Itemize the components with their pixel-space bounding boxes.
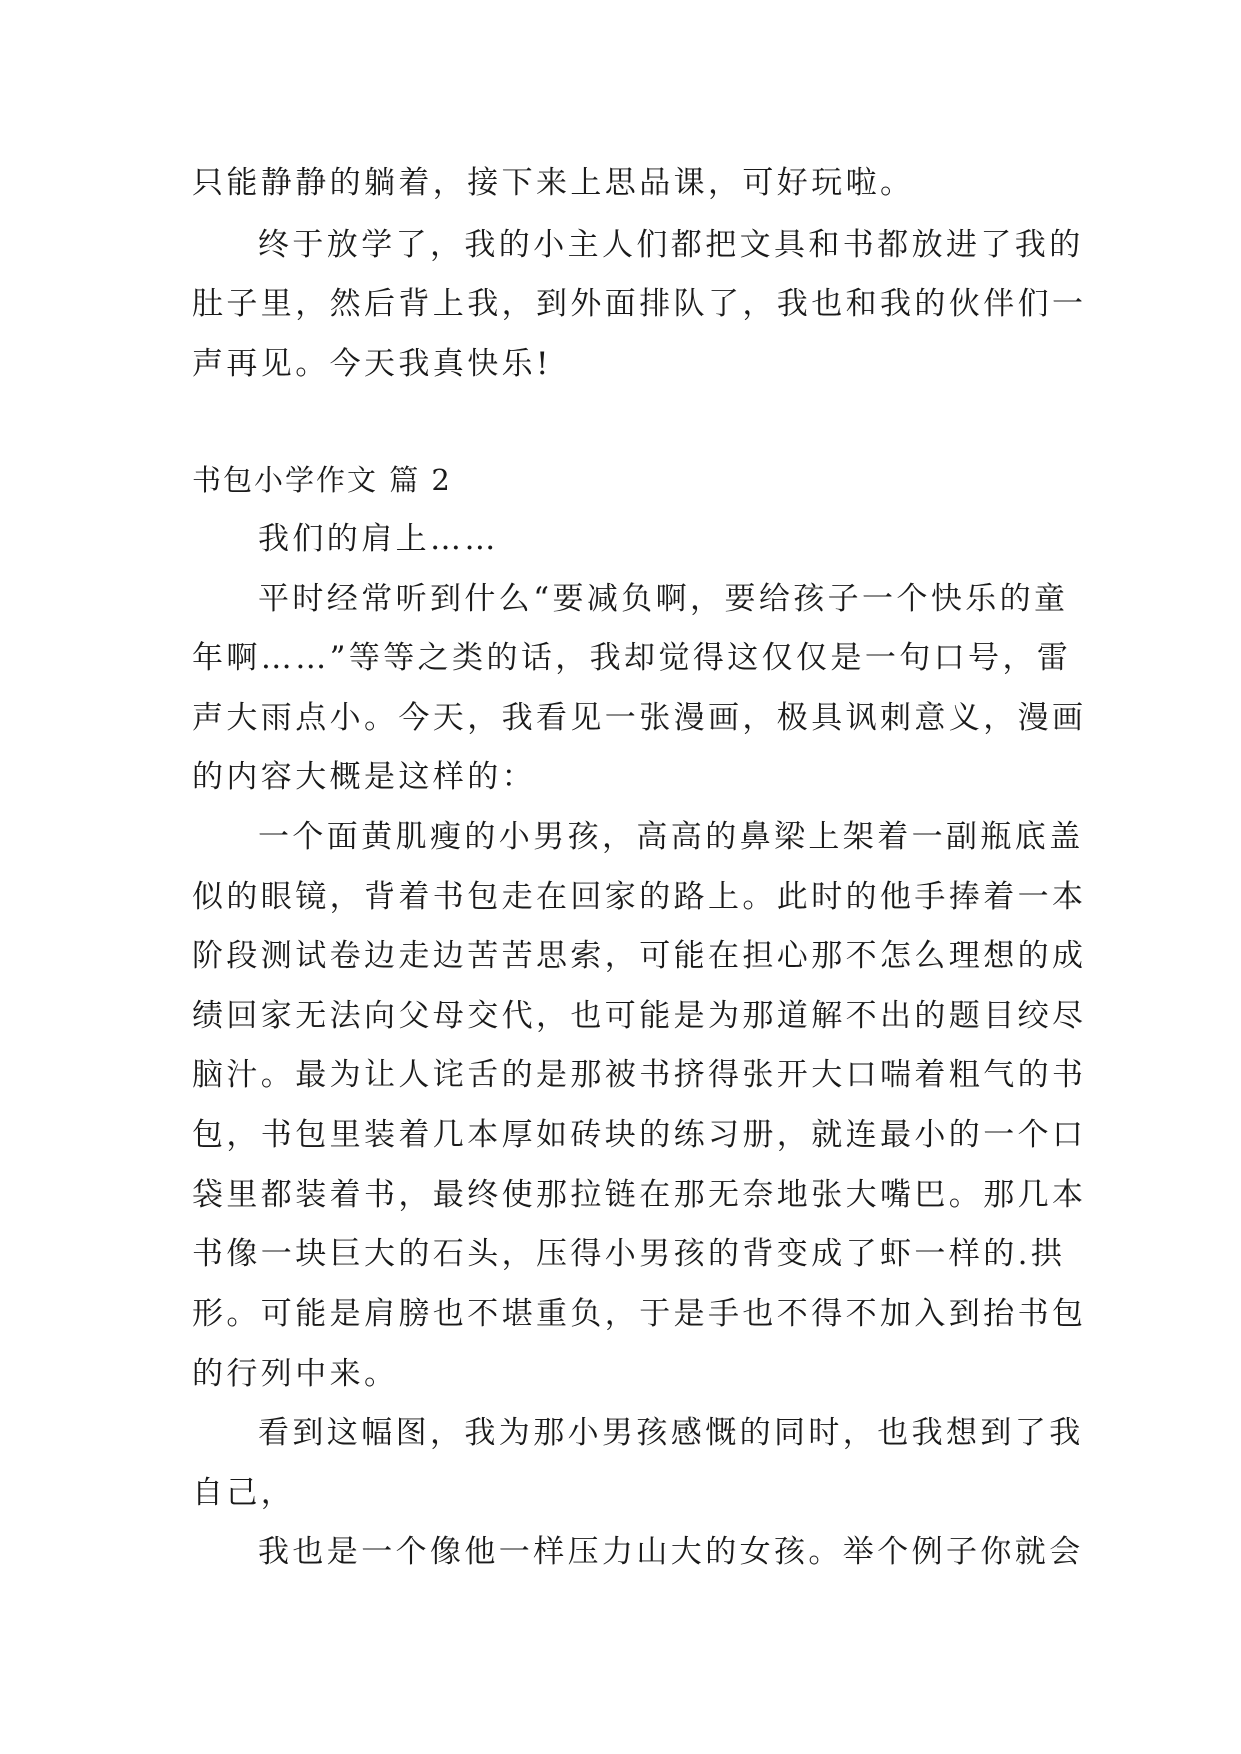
paragraph-line: 袋里都装着书，最终使那拉链在那无奈地张大嘴巴。那几本 xyxy=(192,1177,1087,1213)
paragraph-line: 平时经常听到什么“要减负啊，要给孩子一个快乐的童 xyxy=(258,581,1069,617)
paragraph-line: 绩回家无法向父母交代，也可能是为那道解不出的题目绞尽 xyxy=(192,998,1087,1034)
paragraph-line: 年啊……”等等之类的话，我却觉得这仅仅是一句口号，雷 xyxy=(192,640,1072,676)
paragraph-line: 声大雨点小。今天，我看见一张漫画，极具讽刺意义，漫画 xyxy=(192,700,1087,736)
paragraph-line: 的行列中来。 xyxy=(192,1356,399,1392)
paragraph-line: 我也是一个像他一样压力山大的女孩。举个例子你就会 xyxy=(258,1534,1084,1570)
paragraph-line: 一个面黄肌瘦的小男孩，高高的鼻梁上架着一副瓶底盖 xyxy=(258,819,1084,855)
section-heading: 书包小学作文 篇 2 xyxy=(192,463,452,497)
paragraph-line: 脑汁。最为让人诧舌的是那被书挤得张开大口喘着粗气的书 xyxy=(192,1057,1087,1093)
paragraph-line: 看到这幅图，我为那小男孩感慨的同时，也我想到了我 xyxy=(258,1415,1084,1451)
paragraph-line: 形。可能是肩膀也不堪重负，于是手也不得不加入到抬书包 xyxy=(192,1296,1087,1332)
paragraph-line: 的内容大概是这样的： xyxy=(192,759,536,795)
paragraph-line: 声再见。今天我真快乐! xyxy=(192,346,552,382)
paragraph-line: 书像一块巨大的石头，压得小男孩的背变成了虾一样的.拱 xyxy=(192,1236,1066,1272)
paragraph-line: 似的眼镜，背着书包走在回家的路上。此时的他手捧着一本 xyxy=(192,879,1087,915)
paragraph-line: 只能静静的躺着，接下来上思品课，可好玩啦。 xyxy=(192,165,915,201)
paragraph-line: 自己， xyxy=(192,1475,296,1511)
paragraph-line: 包，书包里装着几本厚如砖块的练习册，就连最小的一个口 xyxy=(192,1117,1087,1153)
paragraph-line: 我们的肩上…… xyxy=(258,521,499,557)
paragraph-line: 肚子里，然后背上我，到外面排队了，我也和我的伙伴们一 xyxy=(192,286,1087,322)
paragraph-line: 终于放学了，我的小主人们都把文具和书都放进了我的 xyxy=(258,227,1084,263)
paragraph-line: 阶段测试卷边走边苦苦思索，可能在担心那不怎么理想的成 xyxy=(192,938,1087,974)
